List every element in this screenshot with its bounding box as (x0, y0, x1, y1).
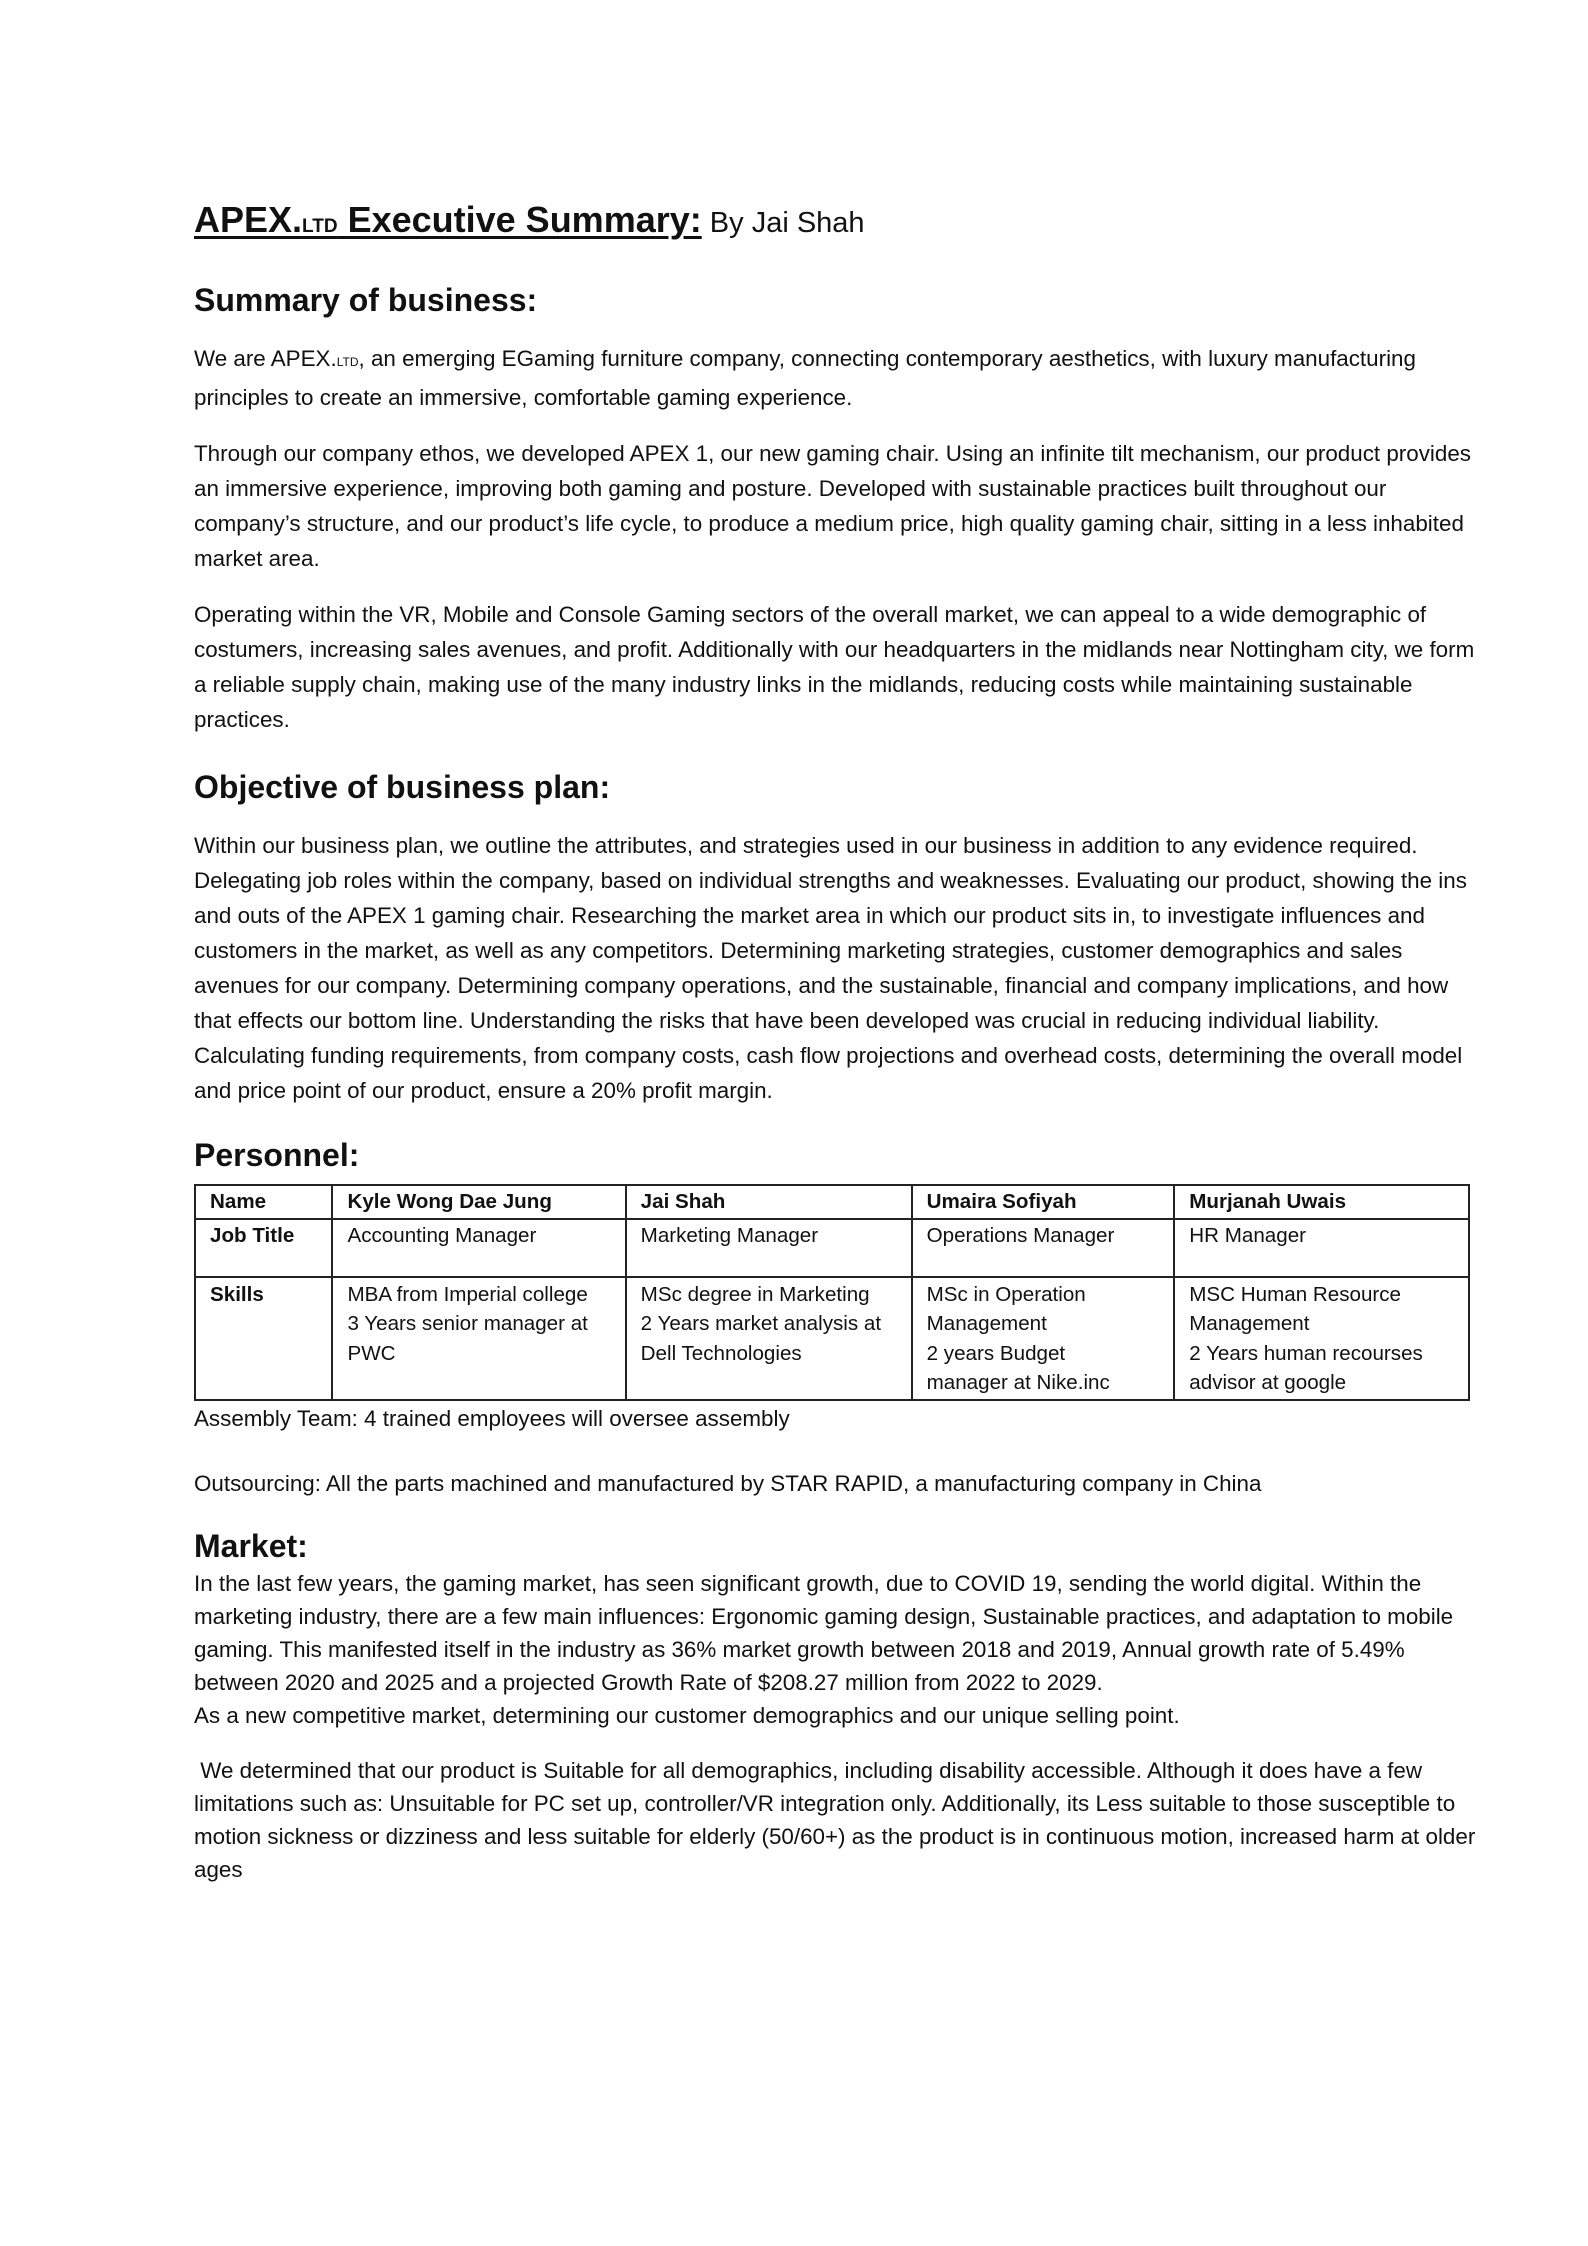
objective-heading: Objective of business plan: (194, 769, 611, 805)
skills-line: 2 years Budget (926, 1341, 1066, 1365)
table-row-names (195, 1185, 1469, 1219)
summary-paragraph-2: Through our company ethos, we developed APEX 1, our new gaming chair. Using an infinite tilt mechanism, our product provides an immersive experience, improving both gaming and posture. Developed with sustainable practices built throughout our company’s structure, and our product’s life cycle, to produce a medium price, high quality gaming chair, sitting in a less inhabited market area. (194, 441, 1471, 571)
title-rest: Executive Summary: (337, 199, 702, 240)
skills-line: Dell Technologies (640, 1341, 802, 1365)
row-label-name: Name (195, 1185, 332, 1219)
objective-paragraph: Within our business plan, we outline the attributes, and strategies used in our business in addition to any evidence required. Delegating job roles within the company, based on individual strengths and weaknesses. Evaluating our product, showing the ins and outs of the APEX 1 gaming chair. Researching the market area in which our product sits in, to investigate influences and customers in the market, as well as any competitors. Determining marketing strategies, customer demographics and sales avenues for our company. Determining company operations, and the sustainable, financial and company implications, and how that effects our bottom line. Understanding the risks that have been developed was crucial in reducing individual liability. Calculating funding requirements, from company costs, cash flow projections and overhead costs, determining the overall model and price point of our product, ensure a 20% profit margin. (194, 833, 1467, 1103)
market-paragraph-2: As a new competitive market, determining our customer demographics and our unique selling point. (194, 1702, 1180, 1728)
title-brand: APEX. (194, 199, 303, 240)
table-row-job-title (195, 1219, 1469, 1277)
job-title-cell: Marketing Manager (626, 1219, 912, 1277)
summary-p1-before: We are APEX. (194, 346, 337, 371)
skills-line: MBA from Imperial college (347, 1282, 588, 1306)
skills-line: 2 Years human recourses (1189, 1341, 1423, 1365)
title-author: By Jai Shah (701, 207, 865, 239)
document-title (194, 196, 1484, 251)
market-paragraph-3: We determined that our product is Suitable for all demographics, including disability accessible. Although it does have a few limitations such as: Unsuitable for PC set up, controller/VR integration only. Additionally, its Less suitable to those susceptible to motion sickness or dizziness and less suitable for elderly (50/60+) as the product is in continuous motion, increased harm at older ages (194, 1757, 1482, 1882)
job-title-cell: Accounting Manager (332, 1219, 625, 1277)
skills-line: PWC (347, 1341, 396, 1365)
skills-line: MSc in Operation (926, 1282, 1086, 1306)
document-page (194, 196, 1484, 1886)
personnel-heading: Personnel: (194, 1137, 360, 1173)
skills-line: Management (926, 1312, 1047, 1335)
outsourcing-text: Outsourcing: All the parts machined and manufactured by STAR RAPID, a manufacturing company in China (194, 1470, 1262, 1496)
skills-cell (626, 1277, 912, 1400)
job-title-cell: HR Manager (1174, 1219, 1469, 1277)
market-paragraph-1: In the last few years, the gaming market, has seen significant growth, due to COVID 19, sending the world digital. Within the marketing industry, there are a few main influences: Ergonomic gaming design, Sustainable practices, and adaptation to mobile gaming. This manifested itself in the industry as 36% market growth between 2018 and 2019, Annual growth rate of 5.49% between 2020 and 2025 and a projected Growth Rate of $208.27 million from 2022 to 2029. (194, 1570, 1454, 1695)
personnel-table (194, 1184, 1470, 1401)
skills-cell (912, 1277, 1175, 1400)
skills-line: manager at Nike.inc (926, 1371, 1110, 1394)
skills-cell (332, 1277, 625, 1400)
job-title-cell: Operations Manager (912, 1219, 1175, 1277)
skills-line: 2 Years market analysis at (640, 1312, 882, 1335)
summary-paragraph-1 (194, 341, 1484, 415)
market-heading: Market: (194, 1527, 308, 1564)
skills-line: MSc degree in Marketing (640, 1282, 870, 1306)
summary-p1-ltd: LTD (336, 355, 359, 369)
summary-paragraph-3: Operating within the VR, Mobile and Console Gaming sectors of the overall market, we can appeal to a wide demographic of costumers, increasing sales avenues, and profit. Additionally with our headquarters in the midlands near Nottingham city, we form a reliable supply chain, making use of the many industry links in the midlands, reducing costs while maintaining sustainable practices. (194, 602, 1475, 732)
row-label-job-title: Job Title (195, 1219, 332, 1277)
assembly-team-text: Assembly Team: 4 trained employees will oversee assembly (194, 1405, 790, 1431)
name-cell: Murjanah Uwais (1174, 1185, 1469, 1219)
name-cell: Umaira Sofiyah (912, 1185, 1175, 1219)
summary-p1-after: , an emerging EGaming furniture company, connecting contemporary aesthetics, with luxury manufacturing principles to create an immersive, comfortable gaming experience. (194, 346, 1416, 410)
skills-line: MSC Human Resource (1189, 1282, 1402, 1306)
title-main (194, 199, 702, 240)
summary-heading: Summary of business: (194, 282, 538, 318)
skills-line: advisor at google (1189, 1371, 1347, 1394)
skills-cell (1174, 1277, 1469, 1400)
name-cell: Jai Shah (626, 1185, 912, 1219)
table-row-skills (195, 1277, 1469, 1400)
skills-line: 3 Years senior manager at (347, 1312, 588, 1335)
title-ltd: LTD (302, 216, 338, 237)
skills-line: Management (1189, 1312, 1310, 1335)
market-section (194, 1567, 1484, 1886)
name-cell: Kyle Wong Dae Jung (332, 1185, 625, 1219)
row-label-skills: Skills (195, 1277, 332, 1400)
